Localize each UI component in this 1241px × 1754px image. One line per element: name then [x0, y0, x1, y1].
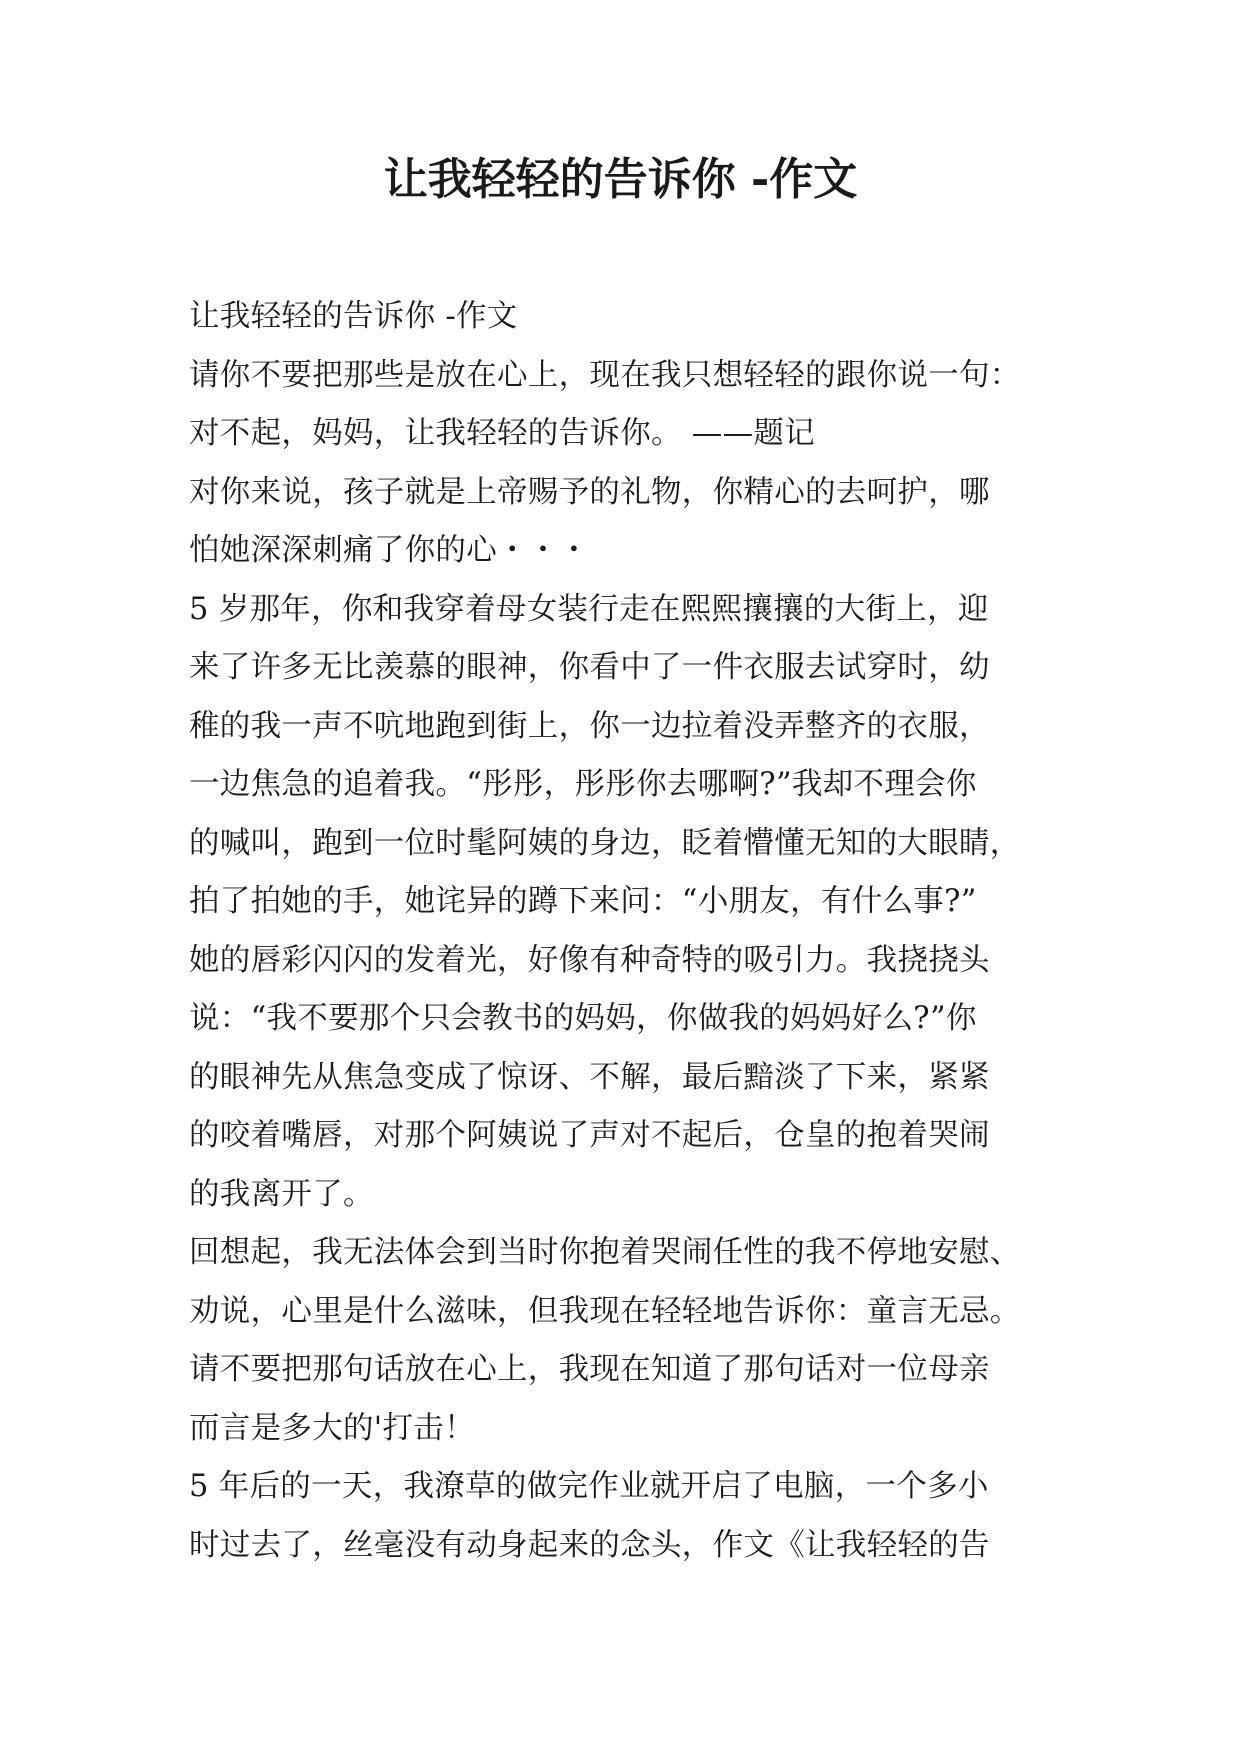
text-line: 而言是多大的'打击！ [189, 1410, 475, 1446]
document-title: 让我轻轻的告诉你 -作文 [383, 154, 858, 205]
text-line: 时过去了，丝毫没有动身起来的念头，作文《让我轻轻的告 [189, 1527, 990, 1563]
text-line: 5 岁那年，你和我穿着母女装行走在熙熙攘攘的大街上，迎 [189, 591, 989, 627]
text-line: 请你不要把那些是放在心上，现在我只想轻轻的跟你说一句： [189, 357, 1021, 393]
text-line: 让我轻轻的告诉你 -作文 [189, 299, 518, 334]
text-line: 稚的我一声不吭地跑到街上，你一边拉着没弄整齐的衣服， [189, 708, 990, 744]
text-line: 一边焦急的追着我。“彤彤，彤彤你去哪啊?”我却不理会你 [189, 767, 977, 802]
text-line: 拍了拍她的手，她诧异的蹲下来问：“小朋友，有什么事?” [189, 884, 977, 919]
text-line: 的喊叫，跑到一位时髦阿姨的身边，眨着懵懂无知的大眼睛， [189, 825, 1021, 861]
text-line: 5 年后的一天，我潦草的做完作业就开启了电脑，一个多小 [189, 1469, 989, 1504]
text-line: 说：“我不要那个只会教书的妈妈，你做我的妈妈好么?”你 [189, 1001, 977, 1036]
text-line: 劝说，心里是什么滋味，但我现在轻轻地告诉你：童言无忌。 [189, 1293, 1021, 1329]
text-line: 对不起，妈妈，让我轻轻的告诉你。 ——题记 [189, 416, 815, 451]
text-line: 请不要把那句话放在心上，我现在知道了那句话对一位母亲 [189, 1352, 990, 1387]
text-line: 的我离开了。 [189, 1176, 374, 1212]
text-line: 的眼神先从焦急变成了惊讶、不解，最后黯淡了下来，紧紧 [189, 1059, 990, 1095]
text-line: 来了许多无比羡慕的眼神，你看中了一件衣服去试穿时，幼 [189, 650, 990, 685]
text-line: 怕她深深刺痛了你的心・・・ [189, 533, 590, 568]
text-line: 对你来说，孩子就是上帝赐予的礼物，你精心的去呵护，哪 [189, 474, 990, 510]
document-body [189, 288, 1069, 1575]
text-line: 的咬着嘴唇，对那个阿姨说了声对不起后，仓皇的抱着哭闹 [189, 1118, 990, 1153]
text-line: 回想起，我无法体会到当时你抱着哭闹任性的我不停地安慰、 [189, 1235, 1021, 1270]
text-line: 她的唇彩闪闪的发着光，好像有种奇特的吸引力。我挠挠头 [189, 942, 990, 978]
